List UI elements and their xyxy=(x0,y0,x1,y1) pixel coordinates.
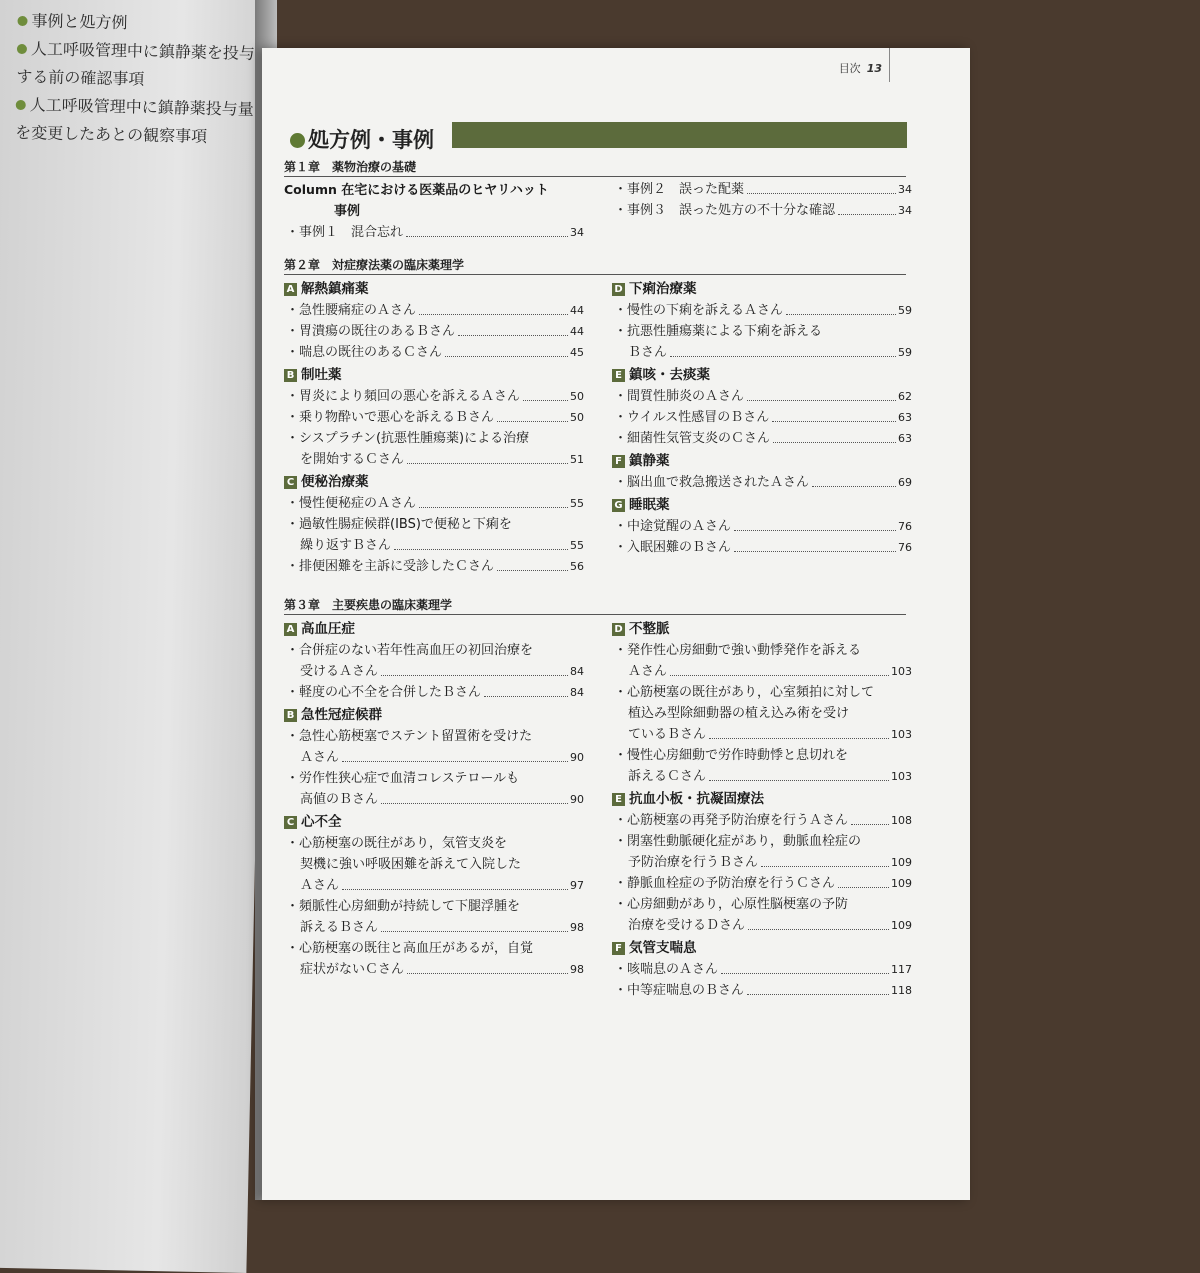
subsection-title: 抗血小板・抗凝固療法 xyxy=(629,791,764,807)
subsection-badge: B xyxy=(284,709,297,722)
toc-entry-line: ・慢性心房細動で労作時動悸と息切れを xyxy=(614,748,849,763)
section-title xyxy=(290,124,434,154)
subsection-badge: A xyxy=(284,283,297,296)
toc-entry-text: 訴えるＢさん xyxy=(300,920,379,935)
subsection-title: 便秘治療薬 xyxy=(301,474,369,490)
toc-subsection xyxy=(612,788,912,810)
toc-column xyxy=(612,179,912,221)
toc-page-number: 59 xyxy=(898,346,912,359)
toc-entry xyxy=(284,493,584,514)
toc-entry xyxy=(612,537,912,558)
toc-entry xyxy=(284,959,584,980)
toc-entry xyxy=(612,472,912,493)
toc-entry xyxy=(612,724,912,745)
chapter-heading: 第１章 薬物治療の基礎 xyxy=(284,160,417,174)
toc-entry-text: ・軽度の心不全を合併したＢさん xyxy=(286,685,482,700)
toc-page-number: 76 xyxy=(898,520,912,533)
toc-entry-line: ・心筋梗塞の既往と高血圧があるが，自覚 xyxy=(286,941,534,956)
left-page-line xyxy=(15,120,207,147)
toc-entry-text: ・ウイルス性感冒のＢさん xyxy=(614,410,770,425)
toc-entry-text: ・慢性便秘症のＡさん xyxy=(286,496,417,511)
toc-entry-text: ・中等症喘息のＢさん xyxy=(614,983,745,998)
chapter-rule xyxy=(284,176,906,177)
subsection-badge: D xyxy=(612,283,625,296)
toc-entry xyxy=(284,917,584,938)
toc-page-number: 44 xyxy=(570,304,584,317)
leader-dots xyxy=(761,852,889,867)
toc-column xyxy=(284,277,584,577)
leader-dots xyxy=(394,535,568,550)
leader-dots xyxy=(381,789,568,804)
toc-page-number: 63 xyxy=(898,432,912,445)
leader-dots xyxy=(381,917,568,932)
toc-subsection xyxy=(284,704,584,726)
leader-dots xyxy=(406,222,568,237)
toc-entry-line: 植込み型除細動器の植え込み術を受け xyxy=(628,706,850,721)
toc-page-number: 34 xyxy=(898,204,912,217)
toc-entry-text: ・事例３ 誤った処方の不十分な確認 xyxy=(614,203,836,218)
toc-entry-text: を開始するＣさん xyxy=(300,452,405,467)
toc-entry xyxy=(284,682,584,703)
toc-entry-text: Ａさん xyxy=(300,750,340,765)
toc-entry-text: 訴えるＣさん xyxy=(628,769,707,784)
toc-entry xyxy=(284,875,584,896)
left-page-line xyxy=(17,36,255,64)
leader-dots xyxy=(747,980,889,995)
toc-entry xyxy=(284,407,584,428)
toc-page-number: 118 xyxy=(891,984,912,997)
chapter-rule xyxy=(284,614,906,615)
toc-entry-text: 高値のＢさん xyxy=(300,792,379,807)
toc-entry-text: 治療を受けるＤさん xyxy=(628,918,746,933)
leader-dots xyxy=(484,682,568,697)
subsection-badge: B xyxy=(284,369,297,382)
toc-entry-text: Ａさん xyxy=(628,664,668,679)
subsection-badge: C xyxy=(284,816,297,829)
toc-page-number: 59 xyxy=(898,304,912,317)
toc-entry xyxy=(612,661,912,682)
toc-page-number: 90 xyxy=(570,751,584,764)
subsection-title: 急性冠症候群 xyxy=(301,707,382,723)
toc-entry xyxy=(612,852,912,873)
toc-entry-text: ・胃潰瘍の既往のあるＢさん xyxy=(286,324,456,339)
leader-dots xyxy=(419,493,568,508)
column-label: Column xyxy=(284,182,342,197)
toc-entry-text: ・排便困難を主訴に受診したＣさん xyxy=(286,559,495,574)
column-title-cont: 事例 xyxy=(334,204,361,219)
toc-page-number: 103 xyxy=(891,770,912,783)
column-title: 在宅における医薬品のヒヤリハット xyxy=(341,183,549,198)
chapter-heading: 第３章 主要疾患の臨床薬理学 xyxy=(284,598,453,612)
toc-entry-line: ・心筋梗塞の既往があり，心室頻拍に対して xyxy=(614,685,875,700)
toc-page-number: 108 xyxy=(891,814,912,827)
toc-page-number: 103 xyxy=(891,728,912,741)
leader-dots xyxy=(497,556,568,571)
toc-page-number: 44 xyxy=(570,325,584,338)
left-page xyxy=(0,0,274,1273)
leader-dots xyxy=(670,342,896,357)
toc-entry-line: ・抗悪性腫瘍薬による下痢を訴える xyxy=(614,324,823,339)
toc-entry-text: 症状がないＣさん xyxy=(300,962,405,977)
toc-entry xyxy=(284,321,584,342)
leader-dots xyxy=(747,179,896,194)
toc-entry xyxy=(284,300,584,321)
toc-entry-line: ・閉塞性動脈硬化症があり，動脈血栓症の xyxy=(614,834,862,849)
toc-subsection xyxy=(612,618,912,640)
toc-page-number: 62 xyxy=(898,390,912,403)
toc-page-number: 55 xyxy=(570,497,584,510)
toc-subsection xyxy=(284,618,584,640)
toc-entry-line: ・急性心筋梗塞でステント留置術を受けた xyxy=(286,729,533,744)
header-divider xyxy=(889,48,890,82)
subsection-title: 下痢治療薬 xyxy=(629,281,697,297)
subsection-badge: C xyxy=(284,476,297,489)
toc-entry-text: ・喘息の既往のあるＣさん xyxy=(286,345,443,360)
toc-entry-text: ・中途覚醒のＡさん xyxy=(614,519,732,534)
leader-dots xyxy=(407,959,568,974)
section-title-text: 処方例・事例 xyxy=(308,128,434,152)
toc-entry-line: ・心房細動があり，心原性脳梗塞の予防 xyxy=(614,897,849,912)
leader-dots xyxy=(812,472,896,487)
leader-dots xyxy=(721,959,889,974)
left-page-text: する前の確認事項 xyxy=(16,66,145,89)
toc-subsection xyxy=(612,450,912,472)
left-page-text: 事例と処方例 xyxy=(31,11,128,33)
toc-column-entry xyxy=(284,179,584,222)
toc-page-number: 55 xyxy=(570,539,584,552)
toc-entry-text: ・事例１ 混合忘れ xyxy=(286,225,404,240)
leader-dots xyxy=(786,300,896,315)
toc-entry xyxy=(612,428,912,449)
leader-dots xyxy=(670,661,889,676)
leader-dots xyxy=(773,428,896,443)
toc-column xyxy=(612,277,912,558)
toc-page-number: 109 xyxy=(891,919,912,932)
toc-column xyxy=(612,617,912,1001)
page-number: 13 xyxy=(866,62,882,75)
toc-page-number: 103 xyxy=(891,665,912,678)
toc-page xyxy=(262,48,970,1200)
left-page-text: を変更したあとの観察事項 xyxy=(14,122,208,146)
leader-dots xyxy=(851,810,889,825)
toc-page-number: 84 xyxy=(570,686,584,699)
toc-page-number: 117 xyxy=(891,963,912,976)
leader-dots xyxy=(734,537,896,552)
leader-dots xyxy=(747,386,896,401)
toc-entry-text: ・咳喘息のＡさん xyxy=(614,962,719,977)
toc-entry xyxy=(612,342,912,363)
toc-entry xyxy=(284,222,584,243)
toc-page-number: 69 xyxy=(898,476,912,489)
leader-dots xyxy=(342,875,568,890)
toc-subsection xyxy=(284,811,584,833)
toc-entry xyxy=(612,873,912,894)
leader-dots xyxy=(772,407,896,422)
bullet-icon xyxy=(17,44,27,54)
leader-dots xyxy=(734,516,896,531)
chapter-heading: 第２章 対症療法薬の臨床薬理学 xyxy=(284,258,465,272)
toc-entry-text: 繰り返すＢさん xyxy=(300,538,392,553)
leader-dots xyxy=(748,915,889,930)
toc-entry-text: ・細菌性気管支炎のＣさん xyxy=(614,431,771,446)
leader-dots xyxy=(709,766,889,781)
toc-page-number: 84 xyxy=(570,665,584,678)
toc-entry xyxy=(284,386,584,407)
toc-entry xyxy=(284,661,584,682)
toc-entry-text: ・慢性の下痢を訴えるＡさん xyxy=(614,303,784,318)
subsection-title: 不整脈 xyxy=(629,621,670,637)
subsection-badge: G xyxy=(612,499,625,512)
leader-dots xyxy=(419,300,568,315)
subsection-title: 制吐薬 xyxy=(301,367,342,383)
toc-entry-text: 予防治療を行うＢさん xyxy=(628,855,759,870)
toc-entry xyxy=(612,959,912,980)
subsection-badge: A xyxy=(284,623,297,636)
toc-page-number: 50 xyxy=(570,390,584,403)
toc-entry-text: ・入眠困難のＢさん xyxy=(614,540,732,555)
subsection-badge: E xyxy=(612,793,625,806)
toc-subsection xyxy=(612,494,912,516)
leader-dots xyxy=(838,873,889,888)
toc-entry xyxy=(284,449,584,470)
toc-entry xyxy=(612,386,912,407)
section-title-bar xyxy=(452,122,907,148)
toc-entry xyxy=(612,810,912,831)
toc-entry-line: ・合併症のない若年性高血圧の初回治療を xyxy=(286,643,534,658)
toc-page-number: 34 xyxy=(898,183,912,196)
toc-entry xyxy=(284,789,584,810)
toc-entry-text: ・脳出血で救急搬送されたＡさん xyxy=(614,475,810,490)
subsection-badge: E xyxy=(612,369,625,382)
toc-entry xyxy=(612,300,912,321)
leader-dots xyxy=(458,321,568,336)
toc-page-number: 50 xyxy=(570,411,584,424)
toc-page-number: 97 xyxy=(570,879,584,892)
leader-dots xyxy=(709,724,889,739)
toc-entry xyxy=(612,915,912,936)
toc-page-number: 109 xyxy=(891,877,912,890)
subsection-title: 睡眠薬 xyxy=(629,497,670,513)
toc-entry-line: ・頻脈性心房細動が持続して下腿浮腫を xyxy=(286,899,521,914)
leader-dots xyxy=(523,386,568,401)
toc-entry-text: ・静脈血栓症の予防治療を行うＣさん xyxy=(614,876,836,891)
toc-entry-line: ・過敏性腸症候群(IBS)で便秘と下痢を xyxy=(286,517,512,532)
toc-subsection xyxy=(284,471,584,493)
toc-entry xyxy=(284,556,584,577)
toc-page-number: 76 xyxy=(898,541,912,554)
toc-subsection xyxy=(612,278,912,300)
toc-entry-line: ・シスプラチン(抗悪性腫瘍薬)による治療 xyxy=(286,431,530,446)
leader-dots xyxy=(407,449,568,464)
toc-entry-text: ・間質性肺炎のＡさん xyxy=(614,389,745,404)
toc-entry xyxy=(612,766,912,787)
toc-entry xyxy=(612,179,912,200)
toc-entry xyxy=(612,516,912,537)
toc-entry-line: ・発作性心房細動で強い動悸発作を訴える xyxy=(614,643,862,658)
leader-dots xyxy=(342,747,568,762)
toc-entry-text: Ｂさん xyxy=(628,345,668,360)
leader-dots xyxy=(838,200,896,215)
toc-entry xyxy=(612,200,912,221)
toc-entry xyxy=(612,407,912,428)
toc-entry xyxy=(284,747,584,768)
left-page-line xyxy=(16,64,144,90)
toc-entry-text: ・心筋梗塞の再発予防治療を行うＡさん xyxy=(614,813,849,828)
toc-entry-text: ・乗り物酔いで悪心を訴えるＢさん xyxy=(286,410,495,425)
header-label: 目次 xyxy=(838,62,861,75)
toc-entry-line: 契機に強い呼吸困難を訴えて入院した xyxy=(300,857,522,872)
leader-dots xyxy=(497,407,568,422)
toc-page-number: 51 xyxy=(570,453,584,466)
subsection-title: 解熱鎮痛薬 xyxy=(301,281,369,297)
bullet-icon xyxy=(17,16,27,26)
left-page-line xyxy=(16,92,254,120)
toc-page-number: 109 xyxy=(891,856,912,869)
toc-entry-text: ・事例２ 誤った配薬 xyxy=(614,182,745,197)
toc-entry-line: ・心筋梗塞の既往があり，気管支炎を xyxy=(286,836,508,851)
toc-subsection xyxy=(612,364,912,386)
leader-dots xyxy=(381,661,568,676)
toc-column xyxy=(284,179,584,243)
subsection-badge: F xyxy=(612,455,625,468)
leader-dots xyxy=(445,342,568,357)
toc-entry xyxy=(284,535,584,556)
subsection-title: 高血圧症 xyxy=(301,621,355,637)
left-page-text: 人工呼吸管理中に鎮静薬投与量 xyxy=(29,95,254,119)
subsection-title: 気管支喘息 xyxy=(629,940,697,956)
subsection-title: 鎮咳・去痰薬 xyxy=(629,367,710,383)
subsection-title: 心不全 xyxy=(301,814,342,830)
toc-entry-text: ・胃炎により頻回の悪心を訴えるＡさん xyxy=(286,389,521,404)
toc-page-number: 98 xyxy=(570,963,584,976)
toc-page-number: 34 xyxy=(570,226,584,239)
subsection-badge: D xyxy=(612,623,625,636)
toc-entry-line: ・労作性狭心症で血清コレステロールも xyxy=(286,771,520,786)
toc-subsection xyxy=(284,364,584,386)
toc-page-number: 98 xyxy=(570,921,584,934)
toc-subsection xyxy=(612,937,912,959)
subsection-title: 鎮静薬 xyxy=(629,453,670,469)
bullet-icon xyxy=(16,100,26,110)
bullet-icon xyxy=(290,133,305,148)
toc-page-number: 45 xyxy=(570,346,584,359)
toc-page-number: 90 xyxy=(570,793,584,806)
toc-entry-text: Ａさん xyxy=(300,878,340,893)
toc-entry xyxy=(284,342,584,363)
subsection-badge: F xyxy=(612,942,625,955)
chapter-rule xyxy=(284,274,906,275)
toc-page-number: 63 xyxy=(898,411,912,424)
toc-entry-text: ・急性腰痛症のＡさん xyxy=(286,303,417,318)
toc-page-number: 56 xyxy=(570,560,584,573)
toc-entry xyxy=(612,980,912,1001)
toc-column xyxy=(284,617,584,980)
toc-entry-text: ているＢさん xyxy=(628,727,707,742)
left-page-text: 人工呼吸管理中に鎮静薬を投与 xyxy=(30,39,256,63)
toc-subsection xyxy=(284,278,584,300)
page-header xyxy=(839,60,882,76)
toc-entry-text: 受けるＡさん xyxy=(300,664,379,679)
left-page-line xyxy=(17,8,127,33)
